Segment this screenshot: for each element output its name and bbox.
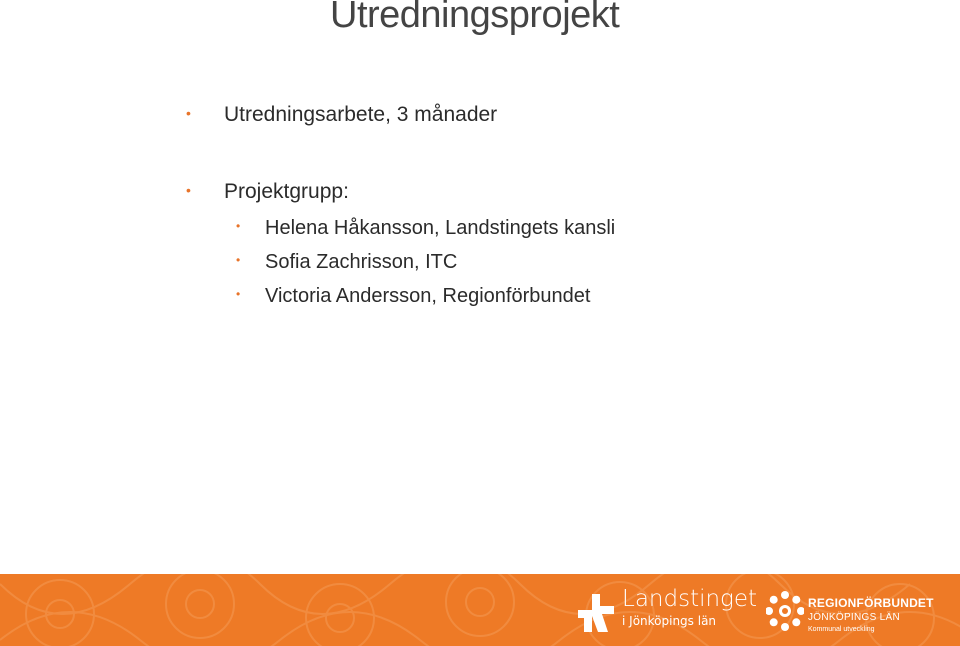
bullet-dot-icon: • — [236, 253, 241, 267]
logo-regionforbundet-sub: JÖNKÖPINGS LÄN — [808, 612, 900, 623]
bullet-dot-icon: • — [236, 287, 241, 301]
logo-landstinget-name: Landstinget — [622, 586, 758, 612]
bullet-item — [186, 103, 498, 127]
sun-flower-icon — [766, 590, 804, 632]
logo-landstinget-sub: i Jönköpings län — [622, 614, 717, 628]
logo-regionforbundet-tagline: Kommunal utveckling — [808, 626, 875, 633]
bullet-dot-icon: • — [236, 219, 241, 233]
footer-pattern — [0, 574, 960, 646]
bullet-text: Helena Håkansson, Landstingets kansli — [265, 217, 616, 239]
bullet-dot-icon: • — [186, 182, 191, 198]
bullet-text: Utredningsarbete, 3 månader — [224, 103, 498, 126]
bullet-dot-icon: • — [186, 105, 191, 121]
slide-title: Utredningsprojekt — [330, 0, 620, 36]
sub-bullet-item — [236, 251, 458, 274]
bullet-text: Sofia Zachrisson, ITC — [265, 251, 458, 273]
landstinget-cross-icon — [578, 594, 614, 632]
bullet-text: Victoria Andersson, Regionförbundet — [265, 285, 591, 307]
logo-regionforbundet-name: REGIONFÖRBUNDET — [808, 596, 934, 610]
footer-band — [0, 574, 960, 646]
sub-bullet-item — [236, 217, 616, 240]
bullet-item — [186, 180, 349, 204]
sub-bullet-item — [236, 285, 591, 308]
bullet-text: Projektgrupp: — [224, 180, 349, 203]
